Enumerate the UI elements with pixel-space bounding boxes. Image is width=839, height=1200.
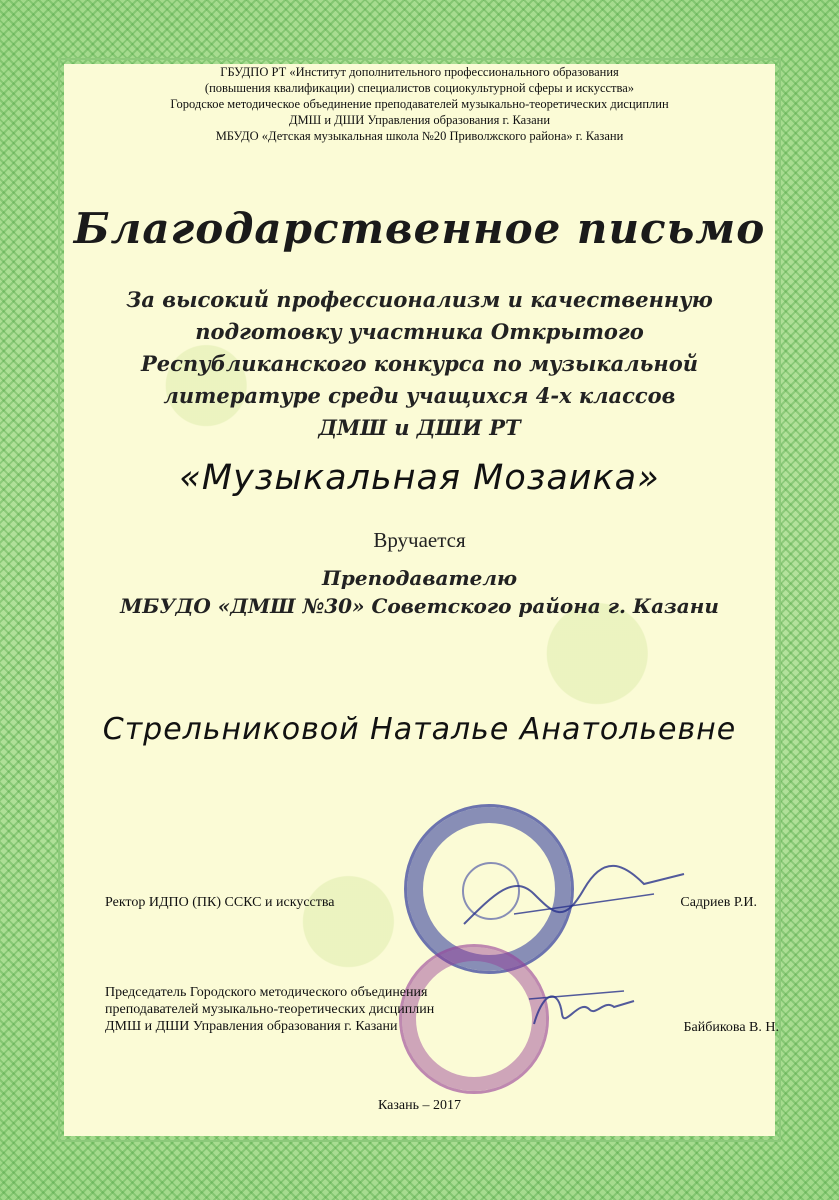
issuer-line: Городское методическое объединение преподавателей музыкально-теоретических дисциплин bbox=[170, 97, 669, 111]
issuer-line: ГБУДПО РТ «Институт дополнительного профессионального образования bbox=[220, 65, 619, 79]
recipient-role bbox=[64, 564, 775, 620]
reason-line: За высокий профессионализм и качественную bbox=[126, 287, 713, 312]
award-reason bbox=[64, 284, 775, 444]
reason-line: литературе среди учащихся 4-х классов bbox=[163, 383, 676, 408]
document-title: Благодарственное письмо bbox=[73, 204, 766, 253]
signatory-1-position bbox=[105, 894, 335, 911]
contest-name: «Музыкальная Мозаика» bbox=[179, 458, 660, 498]
certificate-sheet bbox=[64, 64, 779, 1136]
signature-chair bbox=[524, 979, 644, 1039]
signatory-position-line: Ректор ИДПО (ПК) ССКС и искусства bbox=[105, 895, 335, 910]
reason-line: ДМШ и ДШИ РТ bbox=[318, 415, 521, 440]
reason-line: подготовку участника Открытого bbox=[195, 319, 644, 344]
issuer-header bbox=[64, 64, 775, 144]
signatory-position-line: ДМШ и ДШИ Управления образования г. Казани bbox=[105, 1019, 398, 1034]
signatory-1-name: Садриев Р.И. bbox=[680, 895, 757, 910]
signature-rector bbox=[454, 854, 694, 944]
issuer-line: ДМШ и ДШИ Управления образования г. Казани bbox=[288, 113, 551, 127]
issuer-line: (повышения квалификации) специалистов социокультурной сферы и искусства» bbox=[204, 81, 635, 95]
recipient-role-line: МБУДО «ДМШ №30» Советского района г. Казани bbox=[120, 594, 719, 618]
signatory-2-name: Байбикова В. Н. bbox=[683, 1020, 779, 1035]
awarded-label: Вручается bbox=[373, 528, 466, 552]
signatory-position-line: преподавателей музыкально-теоретических дисциплин bbox=[105, 1002, 435, 1017]
issuer-line: МБУДО «Детская музыкальная школа №20 Приволжского района» г. Казани bbox=[215, 129, 624, 143]
recipient-role-line: Преподавателю bbox=[322, 566, 517, 590]
signatory-position-line: Председатель Городского методического объединения bbox=[105, 985, 428, 1000]
recipient-name: Стрельниковой Наталье Анатольевне bbox=[102, 712, 737, 747]
signatory-2-position bbox=[105, 984, 434, 1035]
reason-line: Республиканского конкурса по музыкальной bbox=[140, 351, 699, 376]
place-and-year: Казань – 2017 bbox=[378, 1098, 461, 1113]
